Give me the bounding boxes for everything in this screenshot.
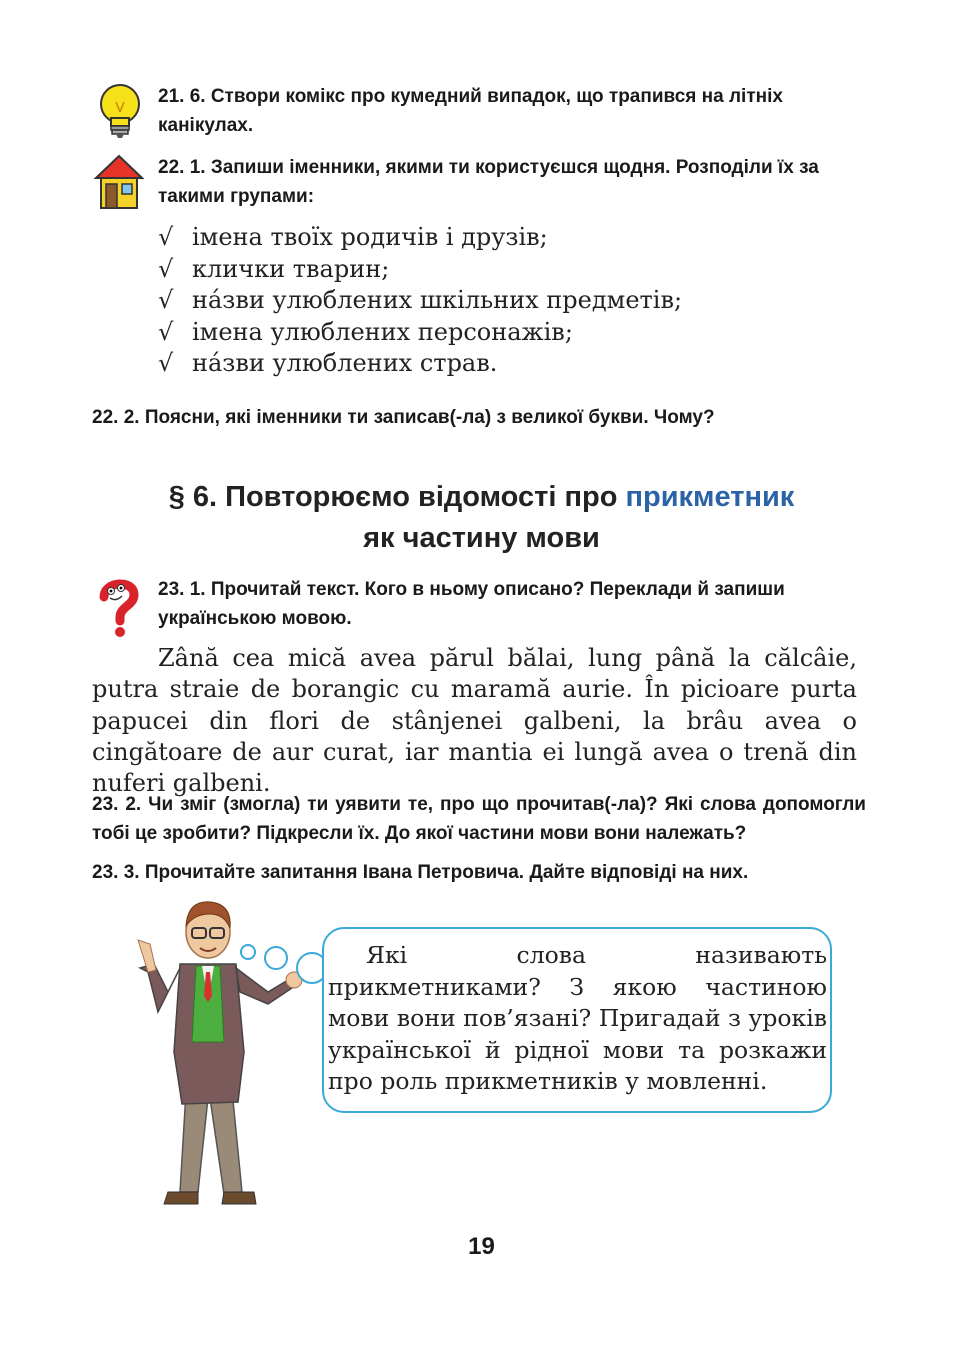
task-23-2: 23. 2. Чи зміг (змогла) ти уявити те, про що прочитав(-ла)? Які слова допомогли тобі це зробити? Підкресли їх. До якої частини мови вони належать? (92, 794, 866, 844)
task-22-1: 22. 1. Запиши іменники, якими ти користуєшся щодня. Розподіли їх за такими групами: (158, 157, 819, 207)
thought-bubbles (236, 938, 332, 986)
checkmark: √ (158, 254, 174, 283)
list-item: √ на́зви улюблених шкільних предметів; (158, 285, 682, 317)
highlight-term: прикметник (625, 481, 795, 513)
task-22-2: 22. 2. Поясни, які іменники ти записав(-ла) з великої букви. Чому? (92, 407, 715, 428)
task-23-1: 23. 1. Прочитай текст. Кого в ньому описано? Переклади й запиши українською мовою. (158, 579, 785, 629)
list-item: √ клички тварин; (158, 254, 682, 286)
checkmark: √ (158, 349, 174, 377)
lightbulb-icon (96, 82, 144, 140)
house-icon (94, 154, 144, 210)
checkmark: √ (158, 317, 174, 346)
list-item: √ імена твоїх родичів і друзів; (158, 222, 682, 254)
noun-groups-list (158, 222, 682, 380)
section-heading-line-1: § 6. Повторюємо відомості про прикметник (168, 481, 795, 513)
romanian-text: Zână cea mică avea părul bălai, lung până la călcâie, putra straie de borangic cu maramă aurie. În picioare purta papucei din flori de stânjenei galbeni, la brâu avea o cingătoare de aur curat, iar mantia ei lungă avea o trenă din nuferi galbeni. (92, 644, 857, 798)
task-21-6: 21. 6. Створи комікс про кумедний випадок, що трапився на літніх канікулах. (158, 86, 783, 136)
question-mark-icon (94, 575, 142, 639)
checkmark: √ (158, 223, 174, 251)
list-item: √ імена улюблених персонажів; (158, 317, 682, 349)
section-heading-line-2: як частину мови (363, 522, 600, 554)
task-23-3: 23. 3. Прочитайте запитання Івана Петровича. Дайте відповіді на них. (92, 862, 749, 883)
section-heading (60, 477, 903, 559)
list-item: √ на́зви улюблених страв. (158, 348, 682, 380)
speech-bubble-text: Які слова називають прикметниками? З якою частиною мови вони пов’язані? Пригадай з уроків української й рідної мови та розкажи про роль прикметників у мовленні. (328, 941, 827, 1095)
page-number: 19 (468, 1233, 495, 1260)
checkmark: √ (158, 286, 174, 314)
